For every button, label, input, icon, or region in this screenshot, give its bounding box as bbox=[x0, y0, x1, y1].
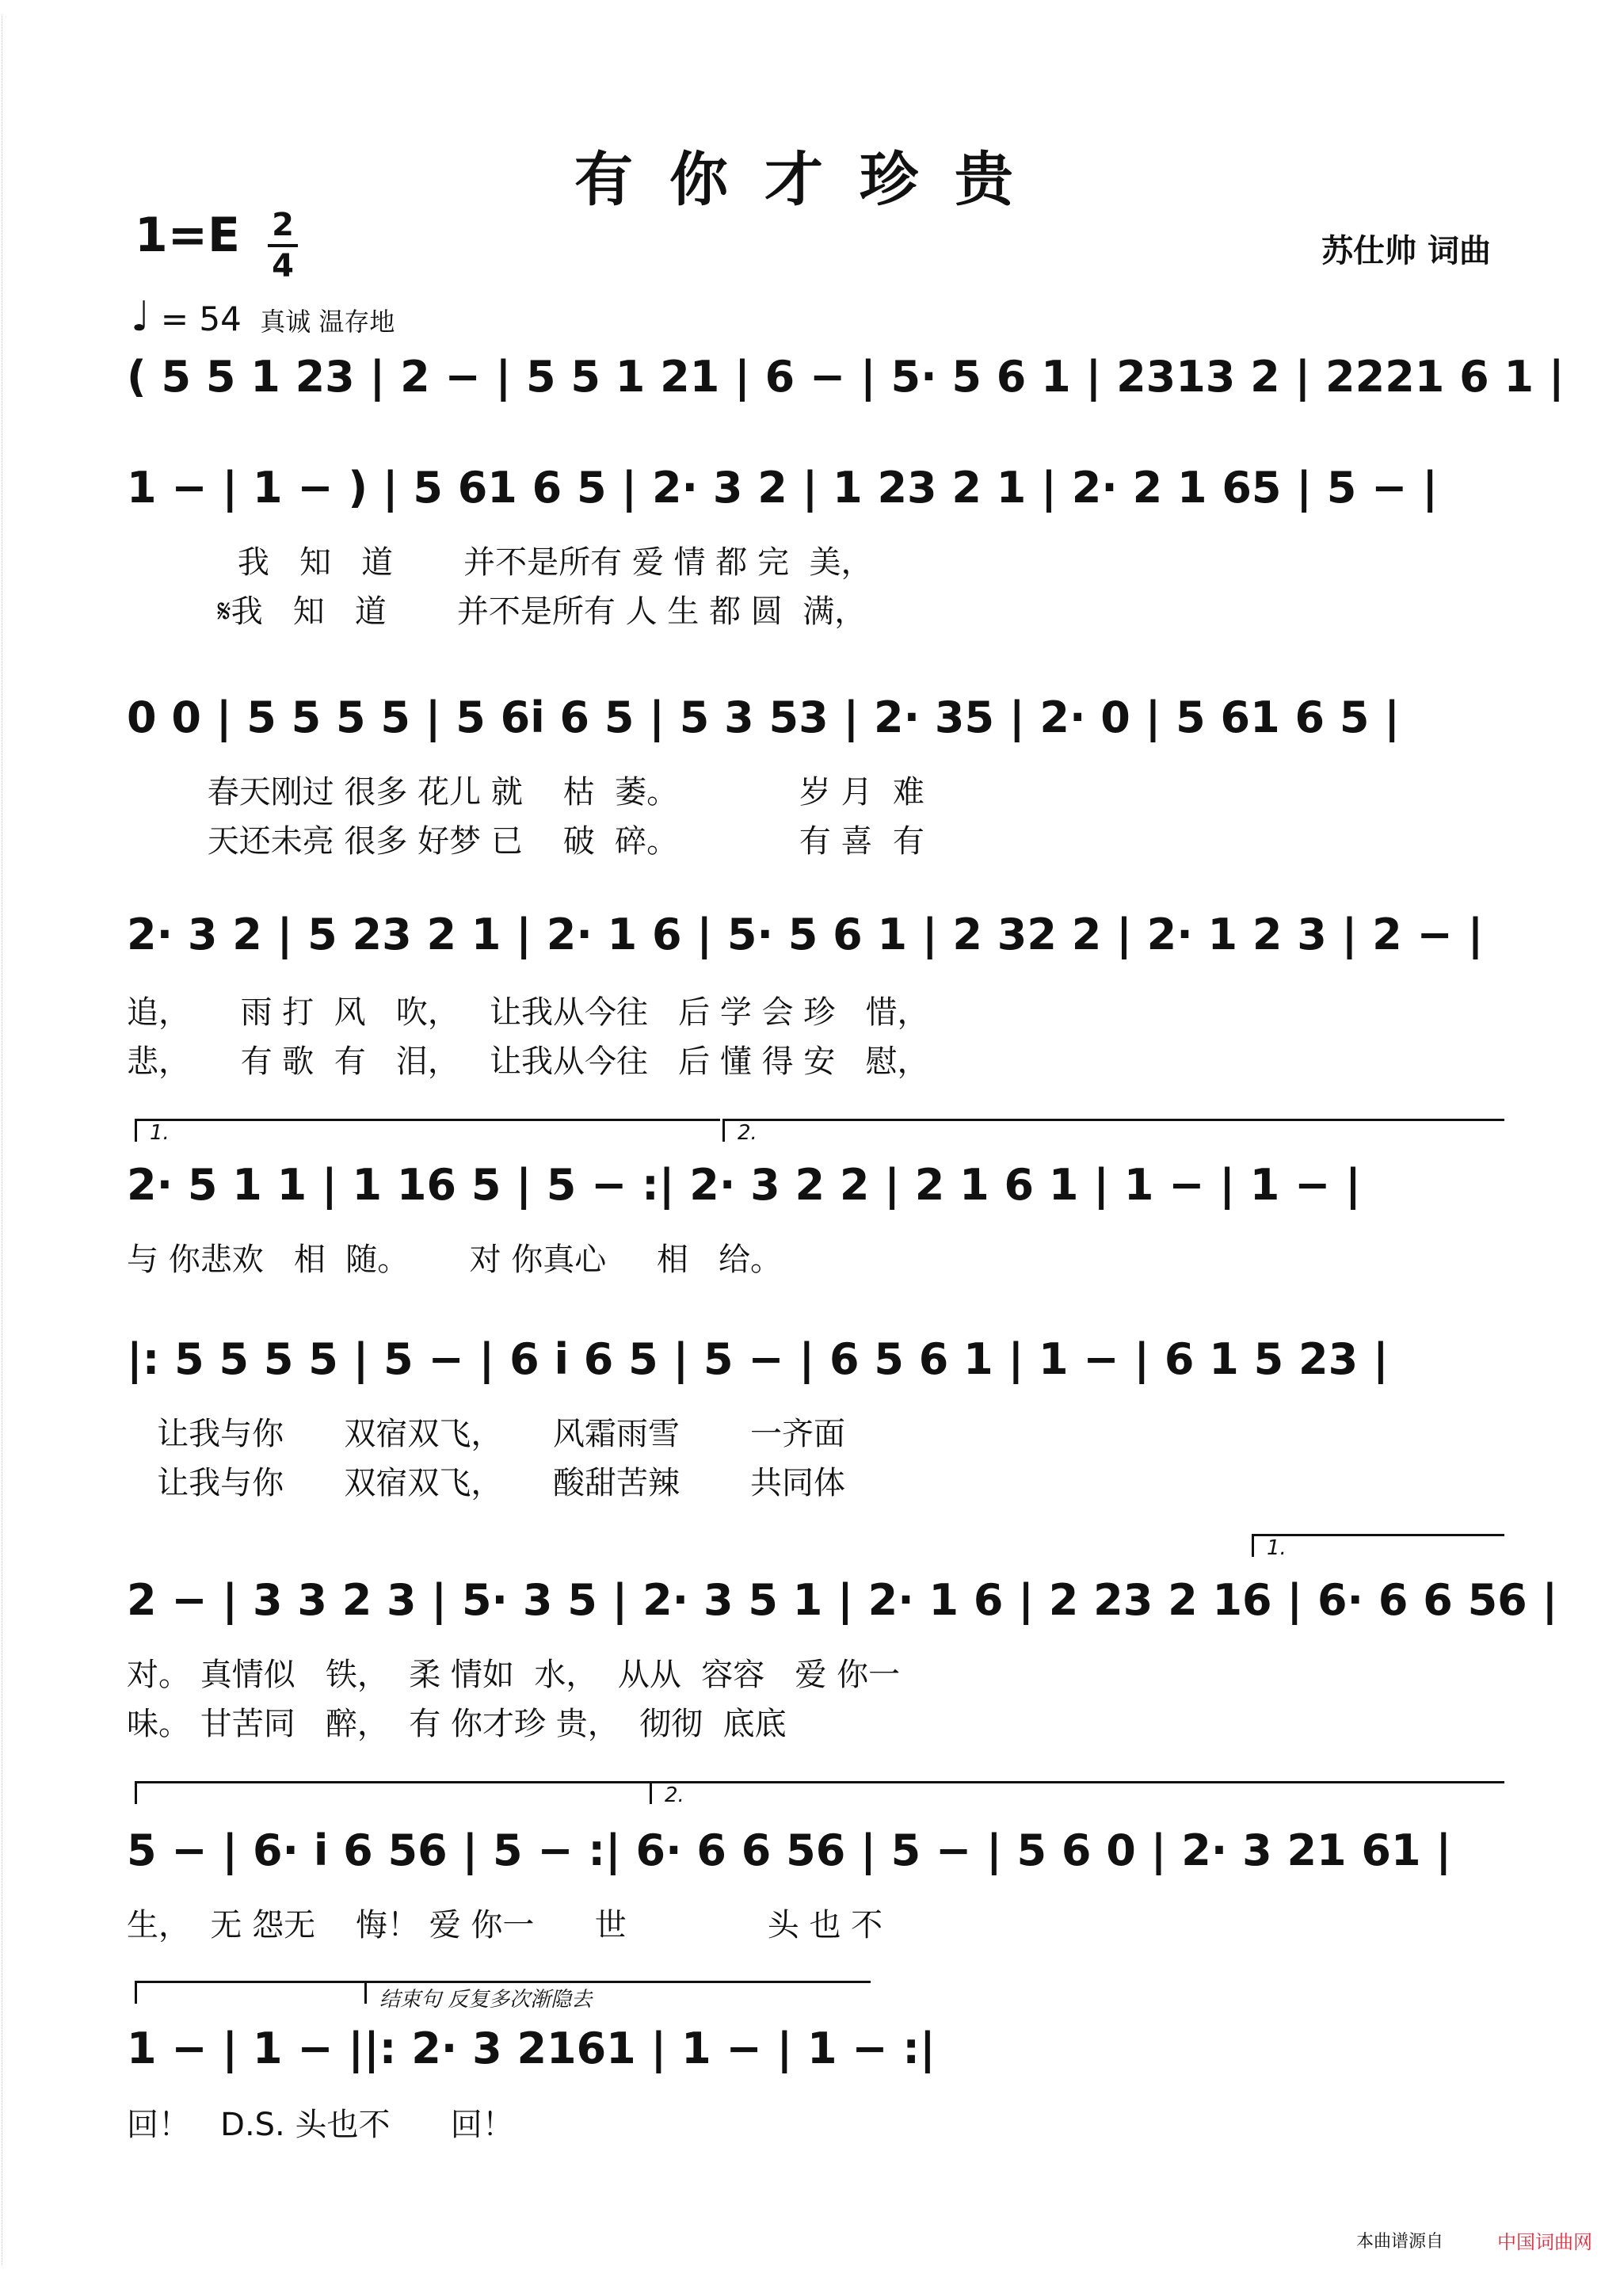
ending-number: 2. bbox=[738, 1121, 757, 1145]
notation-line: 1 − | 1 − ) | 5 61 6 5 | 2· 3 2 | 1 23 2 1 | 2· 2 1 65 | 5 − | bbox=[127, 462, 1438, 513]
second-ending-continuation bbox=[135, 1981, 372, 2004]
ending-number: 1. bbox=[1267, 1536, 1287, 1560]
meter-bar bbox=[268, 244, 298, 247]
tempo-marking bbox=[131, 293, 395, 341]
first-ending-continuation bbox=[135, 1781, 657, 1804]
lyric-verse-2: 味。 甘苦同 醉， 有 你才珍 贵， 彻彻 底底 bbox=[127, 1706, 787, 1742]
first-ending-bracket bbox=[1252, 1534, 1504, 1560]
lyric-verse-1: 对。 真情似 铁， 柔 情如 水， 从从 容容 爱 你一 bbox=[127, 1657, 901, 1693]
first-ending-bracket bbox=[135, 1119, 720, 1145]
quarter-note-icon: ♩ bbox=[131, 293, 151, 341]
site-watermark[interactable]: 中国词曲网 bbox=[1497, 2231, 1592, 2253]
tempo-expression: 真诚 温存地 bbox=[260, 307, 395, 337]
lyric-verse-1: 与 你悲欢 相 随。 对 你真心 相 给。 bbox=[127, 1242, 783, 1278]
tempo-value: = 54 bbox=[160, 299, 242, 338]
lyric-verse-1: 春天刚过 很多 花儿 就 枯 萎。 岁 月 难 bbox=[127, 774, 924, 811]
page-margin-mark bbox=[2, 16, 13, 2265]
notation-line: 1 − | 1 − ||: 2· 3 2161 | 1 − | 1 − :| bbox=[127, 2023, 936, 2073]
second-ending-bracket bbox=[650, 1781, 1504, 1807]
notation-line: 0 0 | 5 5 5 5 | 5 6i 6 5 | 5 3 53 | 2· 35 | 2· 0 | 5 61 6 5 | bbox=[127, 692, 1400, 742]
lyric-verse-1: 回！ D.S. 头也不 回！ bbox=[127, 2107, 514, 2143]
lyric-verse-2: 悲， 有 歌 有 泪， 让我从今往 后 懂 得 安 慰， bbox=[127, 1043, 929, 1080]
notation-line: ( 5 5 1 23 | 2 − | 5 5 1 21 | 6 − | 5· 5 6 1 | 2313 2 | 2221 6 1 | bbox=[127, 351, 1565, 402]
notation-line: 2· 3 2 | 5 23 2 1 | 2· 1 6 | 5· 5 6 1 | 2 32 2 | 2· 1 2 3 | 2 − | bbox=[127, 909, 1484, 959]
ending-number: 2. bbox=[665, 1783, 684, 1807]
outro-instruction: 结束句 反复多次渐隐去 bbox=[379, 1988, 593, 2012]
lyric-verse-1: 生， 无 怨无 悔！ 爱 你一 世 头 也 不 bbox=[127, 1907, 883, 1943]
outro-bracket bbox=[364, 1981, 871, 2012]
lyric-verse-2: 天还未亮 很多 好梦 已 破 碎。 有 喜 有 bbox=[127, 823, 924, 860]
notation-line: |: 5 5 5 5 | 5 − | 6 i 6 5 | 5 − | 6 5 6 1 | 1 − | 6 1 5 23 | bbox=[127, 1333, 1389, 1384]
time-signature bbox=[268, 208, 298, 284]
notation-line: 2· 5 1 1 | 1 16 5 | 5 − :| 2· 3 2 2 | 2 1 6 1 | 1 − | 1 − | bbox=[127, 1159, 1361, 1210]
key-signature: 1=E bbox=[135, 208, 241, 263]
ending-number: 1. bbox=[150, 1121, 170, 1145]
lyric-verse-1: 我 知 道 并不是所有 爱 情 都 完 美， bbox=[127, 544, 873, 581]
author-credit: 苏仕帅 词曲 bbox=[1321, 233, 1491, 269]
song-title: 有你才珍贵 bbox=[574, 146, 1050, 214]
lyric-verse-2: 让我与你 双宿双飞， 酸甜苦辣 共同体 bbox=[127, 1465, 846, 1501]
meter-top: 2 bbox=[272, 207, 294, 243]
second-ending-bracket bbox=[722, 1119, 1504, 1145]
lyric-verse-1: 追， 雨 打 风 吹， 让我从今往 后 学 会 珍 惜， bbox=[127, 994, 929, 1031]
notation-line: 2 − | 3 3 2 3 | 5· 3 5 | 2· 3 5 1 | 2· 1 6 | 2 23 2 16 | 6· 6 6 56 | bbox=[127, 1574, 1558, 1625]
notation-line: 5 − | 6· i 6 56 | 5 − :| 6· 6 6 56 | 5 − | 5 6 0 | 2· 3 21 61 | bbox=[127, 1825, 1452, 1875]
lyric-verse-2: 𝄋我 知 道 并不是所有 人 生 都 圆 满， bbox=[127, 593, 867, 630]
lyric-verse-1: 让我与你 双宿双飞， 风霜雨雪 一齐面 bbox=[127, 1416, 846, 1452]
source-note: 本曲谱源自 bbox=[1356, 2232, 1444, 2252]
meter-bottom: 4 bbox=[272, 248, 294, 284]
